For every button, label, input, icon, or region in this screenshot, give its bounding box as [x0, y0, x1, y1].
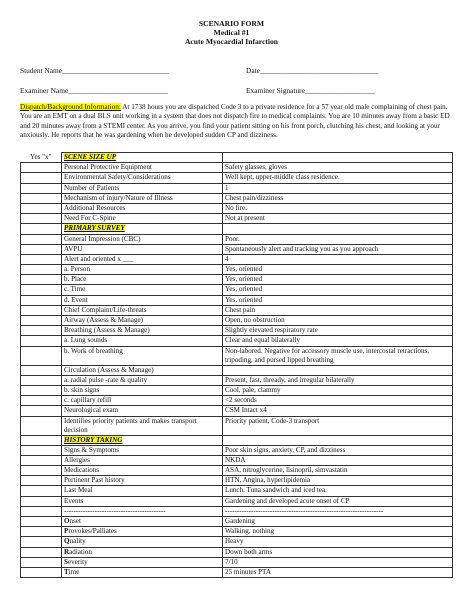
- row-value: [223, 224, 453, 234]
- row-value: Clear and equal bilaterally: [223, 336, 453, 346]
- row-value: ASA, nitroglycerine, lisinopril, simvastatin: [223, 466, 453, 476]
- row-label: Radiation: [62, 547, 223, 557]
- table-row: [21, 163, 453, 173]
- yes-cell[interactable]: [21, 285, 62, 295]
- row-value: Open, no obstruction: [223, 316, 453, 326]
- row-value: NKDA: [223, 455, 453, 465]
- table-row: [21, 486, 453, 496]
- row-value: Yes, oriented: [223, 265, 453, 275]
- row-label: a. Person: [62, 265, 223, 275]
- yes-cell[interactable]: [21, 466, 62, 476]
- table-row: [21, 466, 453, 476]
- row-value: Walking, nothing: [223, 527, 453, 537]
- row-label: Signs & Symptoms: [62, 445, 223, 455]
- table-row: [21, 254, 453, 264]
- row-value: Not at present: [223, 214, 453, 224]
- row-label: -------------------------------------------: [62, 506, 223, 516]
- scenario-table: [20, 152, 453, 578]
- row-value: CSM Intact x4: [223, 406, 453, 416]
- row-label: a. radial pulse -rate & quality: [62, 375, 223, 385]
- section-row: [21, 153, 453, 163]
- yes-cell[interactable]: [21, 193, 62, 203]
- yes-cell[interactable]: Yes "x": [30, 152, 52, 161]
- row-label: Personal Protective Equipment: [62, 163, 223, 173]
- yes-cell[interactable]: [21, 527, 62, 537]
- form-title: SCENARIO FORM: [198, 19, 265, 28]
- yes-cell[interactable]: [21, 224, 62, 234]
- table-row: [21, 173, 453, 183]
- row-label: Alert and oriented x ___: [62, 254, 223, 264]
- table-row: [21, 234, 453, 244]
- yes-cell[interactable]: [21, 346, 62, 365]
- student-name-field: Student Name_____________________________: [20, 66, 170, 75]
- row-label: Quality: [62, 537, 223, 547]
- yes-cell[interactable]: [21, 517, 62, 527]
- row-value: Yes, oriented: [223, 295, 453, 305]
- row-label: Severity: [62, 557, 223, 567]
- yes-cell[interactable]: [21, 326, 62, 336]
- yes-cell[interactable]: [21, 547, 62, 557]
- table-row: [21, 193, 453, 203]
- dispatch-text: At 1738 hours you are dispatched Code 3 to a private residence for a 57 year old male complaining of chest pain. You are an EMT on a dual BLS unit working in a system that does not dispatch fire to medical complaints. You are 10 minutes away from a basic ED and 20 minutes away from a STEMI center. As you arrive, you find your patient sitting on his front porch, clutching his chest, and looking at your anxiously. He reports that he was gardening when he developed sudden CP and dizziness.: [20, 103, 450, 140]
- yes-cell[interactable]: [21, 445, 62, 455]
- table-row: [21, 214, 453, 224]
- row-value: Gardening and developed acute onset of CP: [223, 496, 453, 506]
- table-row: [21, 455, 453, 465]
- row-value: Poor skin signs, anxiety, CP, and dizziness: [223, 445, 453, 455]
- yes-cell[interactable]: [21, 567, 62, 577]
- row-label: d. Event: [62, 295, 223, 305]
- yes-cell[interactable]: [21, 244, 62, 254]
- row-label: Pertinent Past history: [62, 476, 223, 486]
- yes-cell[interactable]: [21, 163, 62, 173]
- section-heading: PRIMARY SURVEY: [64, 224, 125, 233]
- row-label: b. skin signs: [62, 385, 223, 395]
- table-row: [21, 506, 453, 516]
- row-label: Time: [62, 567, 223, 577]
- yes-cell[interactable]: [21, 385, 62, 395]
- row-value: Slightly elevated respiratory rate: [223, 326, 453, 336]
- row-label: c. Time: [62, 285, 223, 295]
- row-value: [223, 153, 453, 163]
- table-row: [21, 527, 453, 537]
- yes-cell[interactable]: [21, 254, 62, 264]
- table-row: [21, 305, 453, 315]
- yes-cell[interactable]: [21, 336, 62, 346]
- yes-cell[interactable]: [21, 234, 62, 244]
- row-value: [223, 435, 453, 445]
- table-row: [21, 567, 453, 577]
- dispatch-info: [20, 103, 452, 141]
- section-heading: SCENE SIZE UP: [64, 153, 117, 161]
- table-row: [21, 517, 453, 527]
- row-label: Allergies: [62, 455, 223, 465]
- row-label: Environmental Safety/Considerations: [62, 173, 223, 183]
- row-label: Identifies priority patients and makes transport decision: [62, 416, 223, 435]
- yes-cell[interactable]: [21, 173, 62, 183]
- row-value: Present, fast, thready, and irregular bilaterally: [223, 375, 453, 385]
- row-label: c. capillary refill: [62, 396, 223, 406]
- row-label: Onset: [62, 517, 223, 527]
- yes-cell[interactable]: [21, 537, 62, 547]
- yes-cell[interactable]: [21, 455, 62, 465]
- row-value: HTN, Angina, hyperlipidemia: [223, 476, 453, 486]
- row-label: Mechanism of injury/Nature of Illness: [62, 193, 223, 203]
- table-row: [21, 336, 453, 346]
- row-label: Additional Resources: [62, 203, 223, 213]
- row-label: Medications: [62, 466, 223, 476]
- yes-cell[interactable]: [21, 295, 62, 305]
- row-value: -------------------------------------------------------------------: [223, 506, 453, 516]
- row-label: General Impression (CBC): [62, 234, 223, 244]
- yes-cell[interactable]: [21, 214, 62, 224]
- yes-cell[interactable]: [21, 406, 62, 416]
- dispatch-label: Dispatch/Background Information:: [20, 103, 121, 111]
- row-value: Down both arms: [223, 547, 453, 557]
- table-row: [21, 385, 453, 395]
- yes-cell[interactable]: [21, 305, 62, 315]
- yes-cell[interactable]: [21, 435, 62, 445]
- yes-cell[interactable]: [21, 496, 62, 506]
- table-row: [21, 346, 453, 365]
- row-value: Poor.: [223, 234, 453, 244]
- row-label: AVPU: [62, 244, 223, 254]
- examiner-name-field: Examiner Name___________________________: [20, 86, 168, 95]
- row-value: 25 minutes PTA: [223, 567, 453, 577]
- row-value: Heavy: [223, 537, 453, 547]
- yes-cell[interactable]: [21, 476, 62, 486]
- row-label: Number of Patients: [62, 183, 223, 193]
- date-field: Date________________________________: [246, 66, 379, 75]
- row-label: Neurological exam: [62, 406, 223, 416]
- yes-cell[interactable]: [21, 265, 62, 275]
- yes-cell[interactable]: [21, 275, 62, 285]
- table-row: [21, 416, 453, 435]
- yes-cell[interactable]: [21, 375, 62, 385]
- table-row: [21, 295, 453, 305]
- row-label: a. Lung sounds: [62, 336, 223, 346]
- table-row: [21, 445, 453, 455]
- row-label: Breathing (Assess & Manage): [62, 326, 223, 336]
- examiner-signature-field: Examiner Signature___________________: [246, 86, 376, 95]
- row-value: Lunch. Tuna sandwich and iced tea.: [223, 486, 453, 496]
- table-row: [21, 244, 453, 254]
- table-row: [21, 557, 453, 567]
- yes-cell[interactable]: [21, 183, 62, 193]
- form-subtitle: Medical #1: [213, 28, 250, 37]
- row-value: Cool, pale, clammy: [223, 385, 453, 395]
- yes-cell[interactable]: [21, 486, 62, 496]
- row-value: Spontaneously alert and tracking you as you approach: [223, 244, 453, 254]
- table-row: [21, 203, 453, 213]
- row-value: [223, 365, 453, 375]
- row-value: Chest pain/dizziness: [223, 193, 453, 203]
- row-value: Well kept, upper-middle class residence.: [223, 173, 453, 183]
- table-row: [21, 537, 453, 547]
- yes-cell[interactable]: [21, 365, 62, 375]
- table-row: [21, 265, 453, 275]
- table-row: [21, 396, 453, 406]
- row-value: <2 seconds: [223, 396, 453, 406]
- row-value: 1: [223, 183, 453, 193]
- section-row: [21, 224, 453, 234]
- row-label: Last Meal: [62, 486, 223, 496]
- row-value: Safety glasses, gloves: [223, 163, 453, 173]
- row-value: Priority patient, Code-3 transport: [223, 416, 453, 435]
- row-label: Airway (Assess & Manage): [62, 316, 223, 326]
- row-value: 4: [223, 254, 453, 264]
- row-label: Chief Complaint/Life-threats: [62, 305, 223, 315]
- section-row: [21, 435, 453, 445]
- table-row: [21, 275, 453, 285]
- yes-cell[interactable]: [21, 557, 62, 567]
- row-value: No fire.: [223, 203, 453, 213]
- table-row: [21, 285, 453, 295]
- table-row: [21, 547, 453, 557]
- yes-cell[interactable]: [21, 396, 62, 406]
- row-label: Circulation (Assess & Manage): [62, 365, 223, 375]
- row-value: Gardening: [223, 517, 453, 527]
- table-row: [21, 316, 453, 326]
- row-label: Need For C-Spine: [62, 214, 223, 224]
- row-value: 7/10: [223, 557, 453, 567]
- table-row: [21, 375, 453, 385]
- row-value: Yes, oriented: [223, 285, 453, 295]
- row-value: Yes, oriented: [223, 275, 453, 285]
- yes-cell[interactable]: [21, 316, 62, 326]
- form-topic: Acute Myocardial Infarction: [184, 37, 279, 46]
- yes-cell[interactable]: [21, 416, 62, 435]
- row-value: Chest pain: [223, 305, 453, 315]
- table-row: [21, 496, 453, 506]
- row-value: Non-labored. Negative for accessory muscle use, intercostal retractions, tripoding, and pursed lipped breathing: [223, 346, 453, 365]
- table-row: [21, 183, 453, 193]
- row-label: Provokes/Palliates: [62, 527, 223, 537]
- table-row: [21, 326, 453, 336]
- row-label: Events: [62, 496, 223, 506]
- table-row: [21, 406, 453, 416]
- yes-cell[interactable]: [21, 506, 62, 516]
- table-row: [21, 476, 453, 486]
- table-row: [21, 365, 453, 375]
- row-label: b. Place: [62, 275, 223, 285]
- yes-cell[interactable]: [21, 203, 62, 213]
- row-label: b. Work of breathing: [62, 346, 223, 365]
- section-heading: HISTORY TAKING: [64, 435, 123, 444]
